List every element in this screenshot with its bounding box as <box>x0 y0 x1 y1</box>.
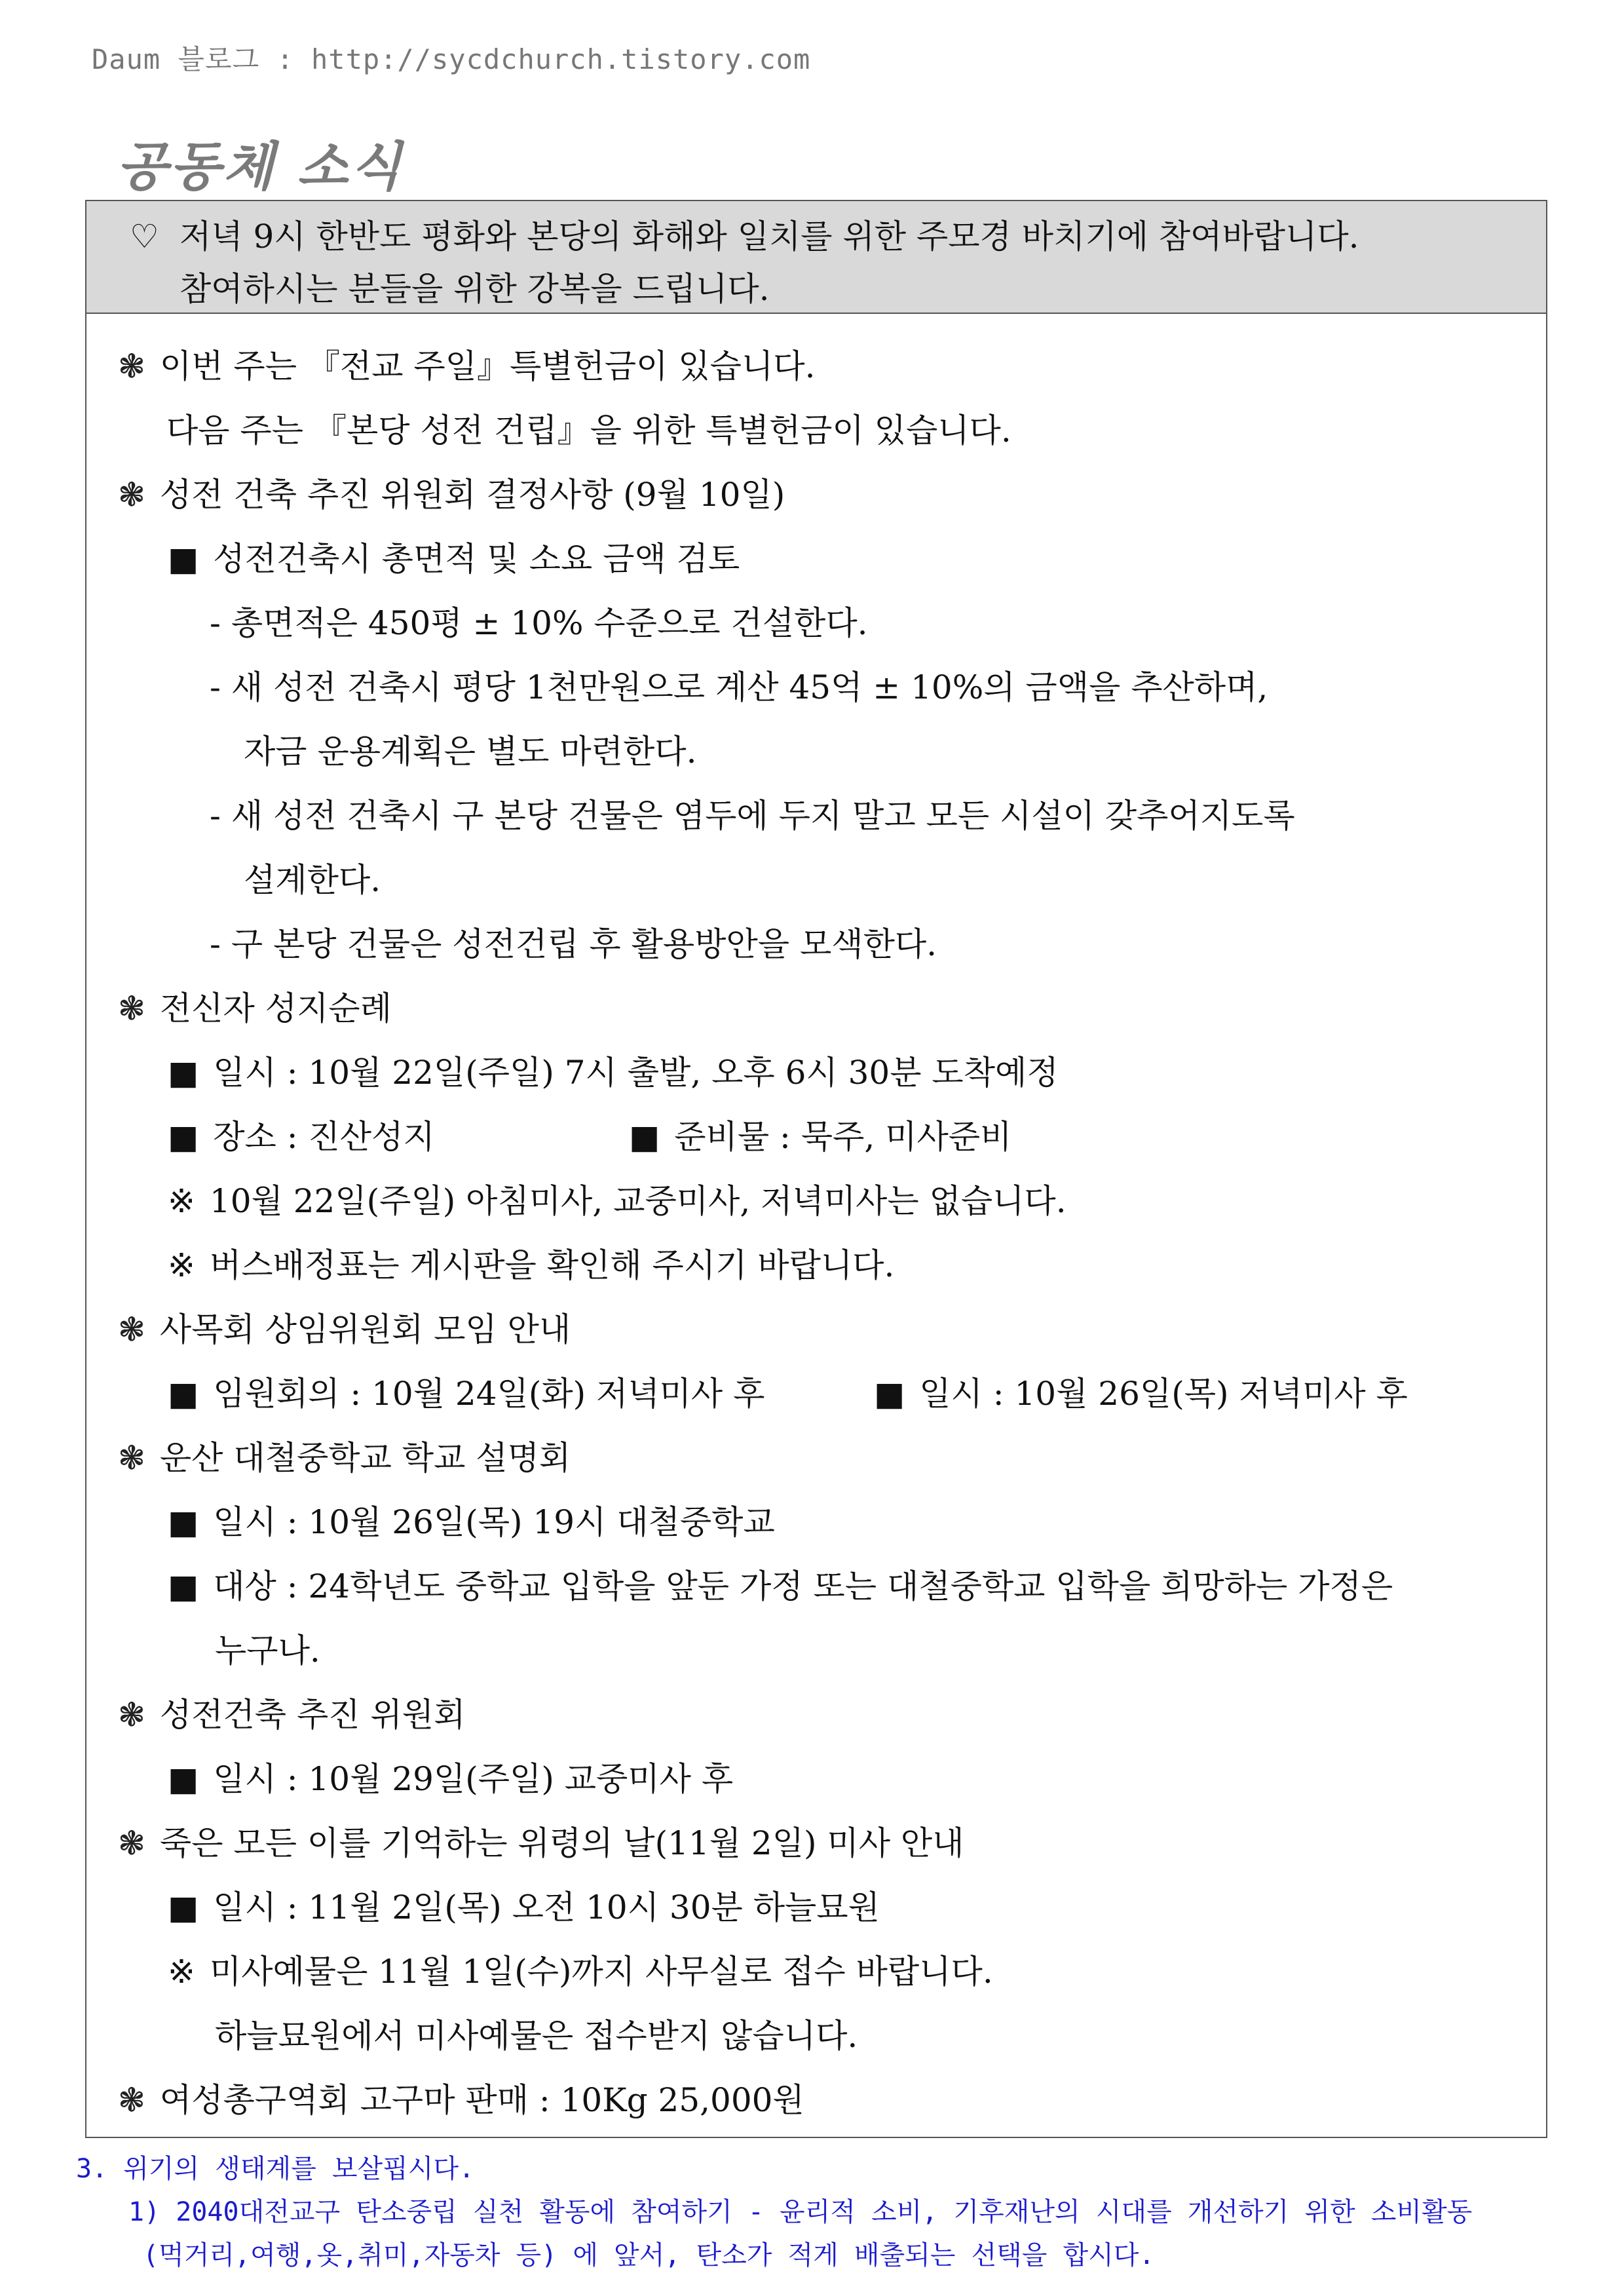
item-text: 일시 : 10월 26일(목) 19시 대철중학교 <box>213 1503 775 1541</box>
list-item <box>168 1246 894 1285</box>
square-bullet-icon: ■ <box>629 1118 660 1156</box>
item-text: 미사예물은 11월 1일(수)까지 사무실로 접수 바랍니다. <box>209 1953 993 1991</box>
dash-bullet: - <box>210 668 221 706</box>
blog-source-url: Daum 블로그 : http://sycdchurch.tistory.com <box>92 43 811 75</box>
footer-line: (먹거리,여행,옷,취미,자동차 등) 에 앞서, 탄소가 적게 배출되는 선택을 합시다. <box>143 2240 1155 2270</box>
item-text: 일시 : 10월 29일(주일) 교중미사 후 <box>213 1760 734 1798</box>
list-item <box>118 475 785 514</box>
list-item <box>118 989 392 1028</box>
list-item <box>210 668 1268 707</box>
square-bullet-icon: ■ <box>168 1054 199 1092</box>
list-item: 설계한다. <box>244 861 381 899</box>
square-bullet-icon: ■ <box>168 1567 199 1605</box>
list-item <box>118 347 815 386</box>
item-text: 대상 : 24학년도 중학교 입학을 앞둔 가정 또는 대철중학교 입학을 희망하는 가정은 <box>213 1567 1393 1605</box>
item-text: 10월 22일(주일) 아침미사, 교중미사, 저녁미사는 없습니다. <box>209 1182 1067 1220</box>
dash-bullet: - <box>210 925 221 963</box>
news-box <box>85 200 1547 2138</box>
item-text: 버스배정표는 게시판을 확인해 주시기 바랍니다. <box>209 1246 895 1284</box>
item-text: 죽은 모든 이를 기억하는 위령의 날(11월 2일) 미사 안내 <box>159 1824 964 1862</box>
list-item <box>168 1374 765 1413</box>
list-item <box>118 1695 465 1734</box>
flower-bullet-icon: ❃ <box>118 347 145 385</box>
flower-bullet-icon: ❃ <box>118 1696 145 1734</box>
item-text: 총면적은 450평 ± 10% 수준으로 건설한다. <box>231 604 868 642</box>
list-item <box>168 1117 435 1157</box>
item-text: 구 본당 건물은 성전건립 후 활용방안을 모색한다. <box>231 925 937 963</box>
square-bullet-icon: ■ <box>168 1888 199 1926</box>
item-text: 임원회의 : 10월 24일(화) 저녁미사 후 <box>213 1375 765 1413</box>
list-item <box>168 1181 1067 1221</box>
list-item <box>874 1374 1408 1413</box>
flower-bullet-icon: ❃ <box>118 1439 145 1477</box>
item-text: 일시 : 10월 22일(주일) 7시 출발, 오후 6시 30분 도착예정 <box>213 1054 1059 1092</box>
item-text: 성전 건축 추진 위원회 결정사항 (9월 10일) <box>159 476 785 514</box>
list-item: 누구나. <box>215 1632 320 1670</box>
section-title: 공동체 소식 <box>117 136 404 197</box>
item-text: 여성총구역회 고구마 판매 : 10Kg 25,000원 <box>159 2081 804 2119</box>
item-text: 장소 : 진산성지 <box>213 1118 435 1156</box>
item-text: 사목회 상임위원회 모임 안내 <box>159 1311 571 1349</box>
list-item <box>210 796 1295 835</box>
list-item <box>629 1117 1011 1157</box>
item-text: 새 성전 건축시 평당 1천만원으로 계산 45억 ± 10%의 금액을 추산하며, <box>231 668 1268 706</box>
list-item <box>210 925 937 964</box>
item-text: 일시 : 10월 26일(목) 저녁미사 후 <box>919 1375 1408 1413</box>
footer-heading: 3. 위기의 생태계를 보살핍시다. <box>76 2154 475 2184</box>
list-item <box>168 1888 880 1927</box>
list-item <box>118 1438 571 1478</box>
list-item <box>210 603 868 643</box>
flower-bullet-icon: ❃ <box>118 1824 145 1862</box>
list-item: 하늘묘원에서 미사예물은 접수받지 않습니다. <box>215 2017 858 2055</box>
list-item: 다음 주는 『본당 성전 건립』을 위한 특별헌금이 있습니다. <box>166 411 1011 450</box>
list-item <box>168 539 740 579</box>
prayer-notice <box>86 201 1546 314</box>
square-bullet-icon: ■ <box>168 540 199 578</box>
heart-outline-icon: ♡ <box>130 218 159 256</box>
square-bullet-icon: ■ <box>874 1375 905 1413</box>
list-item <box>118 1824 964 1863</box>
flower-bullet-icon: ❃ <box>118 476 145 514</box>
list-item <box>168 1567 1393 1606</box>
notice-line-1: 저녁 9시 한반도 평화와 본당의 화해와 일치를 위한 주모경 바치기에 참여바랍니다. <box>179 218 1359 256</box>
item-text: 이번 주는 『전교 주일』특별헌금이 있습니다. <box>159 347 816 385</box>
flower-bullet-icon: ❃ <box>118 989 145 1027</box>
square-bullet-icon: ■ <box>168 1760 199 1798</box>
square-bullet-icon: ■ <box>168 1503 199 1541</box>
list-item <box>168 1952 993 1991</box>
item-text: 일시 : 11월 2일(목) 오전 10시 30분 하늘묘원 <box>213 1888 880 1926</box>
item-text: 운산 대철중학교 학교 설명회 <box>159 1439 571 1477</box>
square-bullet-icon: ■ <box>168 1118 199 1156</box>
list-item: 자금 운용계획은 별도 마련한다. <box>244 733 697 771</box>
list-item <box>118 1310 571 1349</box>
dash-bullet: - <box>210 604 221 642</box>
list-item <box>168 1502 775 1542</box>
item-text: 성전건축시 총면적 및 소요 금액 검토 <box>213 540 740 578</box>
flower-bullet-icon: ❃ <box>118 2081 145 2119</box>
list-item <box>118 2080 804 2120</box>
footer-line: 1) 2040대전교구 탄소중립 실천 활동에 참여하기 - 윤리적 소비, 기후재난의 시대를 개선하기 위한 소비활동 <box>128 2197 1473 2227</box>
reference-mark-icon: ※ <box>168 1953 195 1991</box>
item-text: 새 성전 건축시 구 본당 건물은 염두에 두지 말고 모든 시설이 갖추어지도록 <box>231 797 1295 835</box>
dash-bullet: - <box>210 797 221 835</box>
item-text: 성전건축 추진 위원회 <box>159 1696 466 1734</box>
square-bullet-icon: ■ <box>168 1375 199 1413</box>
reference-mark-icon: ※ <box>168 1182 195 1220</box>
list-item <box>168 1053 1059 1092</box>
reference-mark-icon: ※ <box>168 1246 195 1284</box>
item-text: 준비물 : 묵주, 미사준비 <box>674 1118 1012 1156</box>
item-text: 전신자 성지순례 <box>159 989 392 1027</box>
list-item <box>168 1759 733 1799</box>
flower-bullet-icon: ❃ <box>118 1311 145 1349</box>
notice-line-2: 참여하시는 분들을 위한 강복을 드립니다. <box>179 270 770 308</box>
